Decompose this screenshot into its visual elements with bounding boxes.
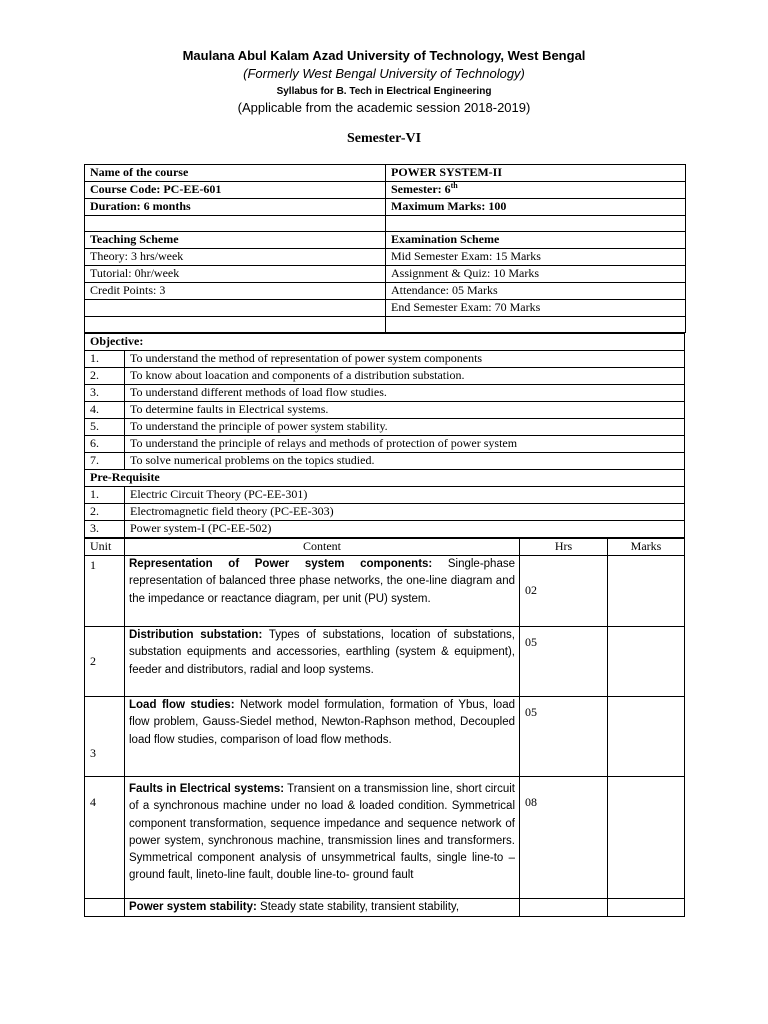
prerequisite-title: Pre-Requisite	[85, 470, 685, 487]
unit-marks	[608, 556, 685, 627]
list-item	[85, 521, 685, 538]
theory-hours: Theory: 3 hrs/week	[85, 249, 386, 266]
item-text: To know about loacation and components of a distribution substation.	[125, 368, 685, 385]
unit-content: Load flow studies: Network model formulation, formation of Ybus, load flow problem, Gauss-Siedel method, Newton-Raphson method, Decoupled load flow studies, comparison of load flow methods.	[125, 697, 520, 777]
item-text: Electric Circuit Theory (PC-EE-301)	[125, 487, 685, 504]
empty-cell	[85, 216, 386, 232]
unit-number: 1	[85, 556, 125, 627]
list-item	[85, 453, 685, 470]
item-number: 4.	[85, 402, 125, 419]
attendance-marks: Attendance: 05 Marks	[386, 283, 686, 300]
table-row	[85, 199, 686, 216]
former-name: (Formerly West Bengal University of Technology)	[243, 66, 525, 81]
item-text: To solve numerical problems on the topics studied.	[125, 453, 685, 470]
unit-hours: 02	[520, 556, 608, 627]
item-number: 6.	[85, 436, 125, 453]
maximum-marks: Maximum Marks: 100	[386, 199, 686, 216]
table-row	[85, 470, 685, 487]
item-number: 7.	[85, 453, 125, 470]
list-item	[85, 368, 685, 385]
course-code: Course Code: PC-EE-601	[85, 182, 386, 199]
table-row	[85, 317, 686, 333]
unit-marks	[608, 627, 685, 697]
marks-header: Marks	[608, 539, 685, 556]
semester-number: Semester: 6th	[386, 182, 686, 199]
table-row	[85, 266, 686, 283]
item-number: 1.	[85, 351, 125, 368]
table-row	[85, 627, 685, 697]
unit-number: 4	[85, 777, 125, 899]
table-row	[85, 697, 685, 777]
unit-hours: 05	[520, 697, 608, 777]
hrs-header: Hrs	[520, 539, 608, 556]
duration: Duration: 6 months	[85, 199, 386, 216]
table-row	[85, 777, 685, 899]
item-text: To understand different methods of load flow studies.	[125, 385, 685, 402]
unit-number	[85, 899, 125, 917]
table-row	[85, 249, 686, 266]
table-row	[85, 216, 686, 232]
table-header-row	[85, 539, 685, 556]
unit-number: 3	[85, 697, 125, 777]
empty-cell	[85, 300, 386, 317]
semester-heading: Semester-VI	[346, 131, 422, 146]
unit-marks	[608, 697, 685, 777]
objective-title: Objective:	[85, 334, 685, 351]
unit-hours: 05	[520, 627, 608, 697]
list-item	[85, 419, 685, 436]
list-item	[85, 385, 685, 402]
item-text: Power system-I (PC-EE-502)	[125, 521, 685, 538]
unit-marks	[608, 899, 685, 917]
syllabus-title: Syllabus for B. Tech in Electrical Engineering	[276, 86, 492, 97]
tutorial-hours: Tutorial: 0hr/week	[85, 266, 386, 283]
empty-cell	[386, 317, 686, 333]
course-name-label: Name of the course	[85, 165, 386, 182]
empty-cell	[85, 317, 386, 333]
item-number: 5.	[85, 419, 125, 436]
examination-scheme-title: Examination Scheme	[386, 232, 686, 249]
assignment-marks: Assignment & Quiz: 10 Marks	[386, 266, 686, 283]
credit-points: Credit Points: 3	[85, 283, 386, 300]
item-text: To understand the principle of relays and methods of protection of power system	[125, 436, 685, 453]
unit-content: Distribution substation: Types of substations, location of substations, substation equipments and accessories, earthling (system & equipment), feeder and distributors, radial and loop systems.	[125, 627, 520, 697]
applicable-session: (Applicable from the academic session 2018-2019)	[237, 100, 531, 115]
list-item	[85, 504, 685, 521]
units-table	[84, 538, 685, 917]
objective-table	[84, 333, 685, 538]
teaching-scheme-title: Teaching Scheme	[85, 232, 386, 249]
list-item	[85, 487, 685, 504]
content-header: Content	[125, 539, 520, 556]
course-name-value: POWER SYSTEM-II	[386, 165, 686, 182]
unit-hours	[520, 899, 608, 917]
unit-content: Representation of Power system components: Single-phase representation of balanced three phase networks, the one-line diagram and the impedance or reactance diagram, per unit (PU) system.	[125, 556, 520, 627]
unit-hours: 08	[520, 777, 608, 899]
item-number: 2.	[85, 368, 125, 385]
unit-header: Unit	[85, 539, 125, 556]
empty-cell	[386, 216, 686, 232]
item-text: To understand the method of representation of power system components	[125, 351, 685, 368]
end-semester-marks: End Semester Exam: 70 Marks	[386, 300, 686, 317]
unit-content: Faults in Electrical systems: Transient on a transmission line, short circuit of a synchronous machine under no load & loaded condition. Symmetrical component transformation, sequence impedance and sequence network of power system, synchronous machine, transmission lines and transformers. Symmetrical component analysis of unsymmetrical faults, single line-to –ground fault, lineto-line fault, double line-to- ground fault	[125, 777, 520, 899]
item-number: 1.	[85, 487, 125, 504]
item-number: 3.	[85, 521, 125, 538]
table-row	[85, 899, 685, 917]
table-row	[85, 165, 686, 182]
table-row	[85, 556, 685, 627]
item-text: Electromagnetic field theory (PC-EE-303)	[125, 504, 685, 521]
table-row	[85, 334, 685, 351]
list-item	[85, 351, 685, 368]
table-row	[85, 182, 686, 199]
unit-content: Power system stability: Steady state stability, transient stability,	[125, 899, 520, 917]
table-row	[85, 300, 686, 317]
unit-marks	[608, 777, 685, 899]
unit-number: 2	[85, 627, 125, 697]
table-row	[85, 232, 686, 249]
item-text: To understand the principle of power system stability.	[125, 419, 685, 436]
university-name: Maulana Abul Kalam Azad University of Technology, West Bengal	[182, 48, 586, 63]
item-number: 3.	[85, 385, 125, 402]
table-row	[85, 283, 686, 300]
mid-semester-marks: Mid Semester Exam: 15 Marks	[386, 249, 686, 266]
list-item	[85, 402, 685, 419]
list-item	[85, 436, 685, 453]
item-text: To determine faults in Electrical systems.	[125, 402, 685, 419]
item-number: 2.	[85, 504, 125, 521]
course-info-table	[84, 164, 686, 333]
